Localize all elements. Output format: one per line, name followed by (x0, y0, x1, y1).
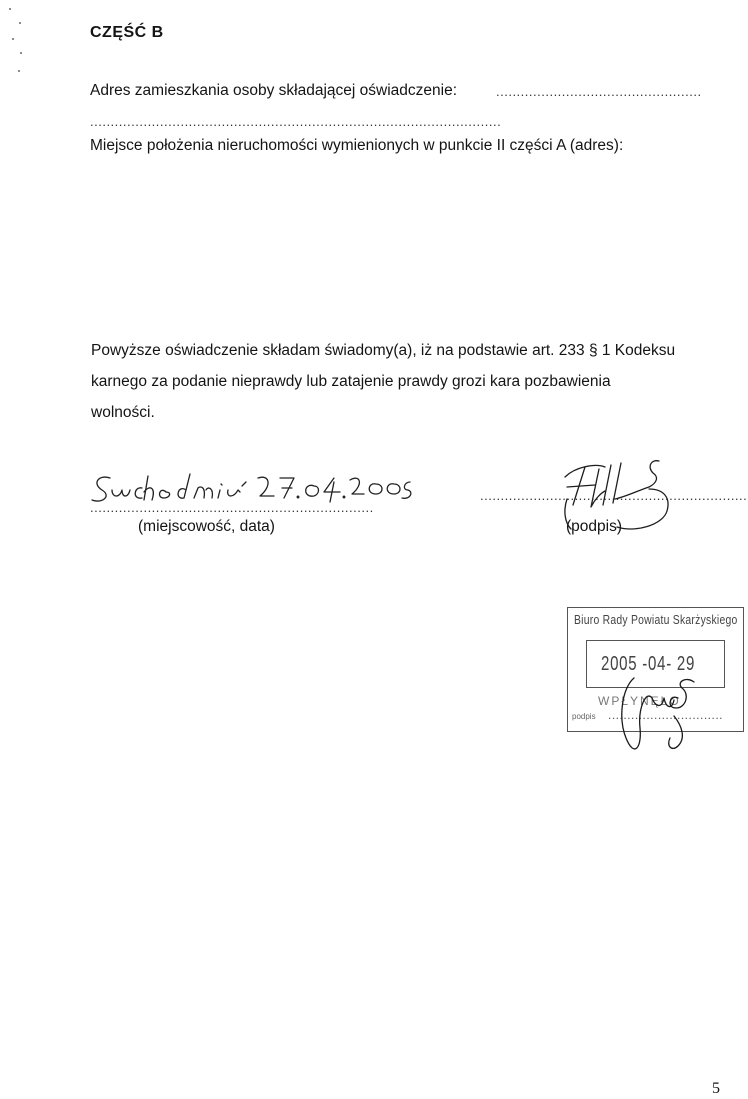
scan-speck (9, 8, 11, 10)
place-date-dots: ..................................................................... (90, 500, 374, 515)
page-number: 5 (712, 1080, 720, 1097)
declaration-line: Powyższe oświadczenie składam świadomy(a), iż na podstawie art. 233 § 1 Kodeksu (91, 342, 676, 359)
stamp-handwritten-signature (612, 668, 702, 763)
stamp-office-name: Biuro Rady Powiatu Skarżyskiego (574, 612, 738, 627)
scan-speck (20, 52, 22, 54)
stamp-received-label: WPŁYNĘŁO (598, 694, 681, 708)
place-date-caption: (miejscowość, data) (138, 518, 275, 535)
address-label: Adres zamieszkania osoby składającej oświadczenie: (90, 82, 458, 99)
signature-caption: (podpis) (566, 518, 622, 535)
scan-speck (18, 70, 20, 72)
declaration-line: wolności. (91, 404, 155, 421)
stamp-signature-label: podpis (572, 712, 596, 721)
scan-speck (19, 22, 21, 24)
stamp-signature-dots: .............................. (608, 708, 724, 722)
handwritten-signature (555, 455, 685, 545)
declaration-line: karnego za podanie nieprawdy lub zatajenie prawdy grozi kara pozbawienia (91, 373, 611, 390)
signature-dots: ................................................................. (480, 488, 748, 503)
address-dots-line-2: .................................................................................................... (90, 114, 502, 129)
declaration-paragraph (91, 335, 731, 428)
stamp-date: 2005 -04- 29 (601, 653, 696, 675)
address-dots: .................................................. (496, 84, 702, 99)
property-location-label: Miejsce położenia nieruchomości wymienionych w punkcie II części A (adres): (90, 137, 624, 154)
scan-speck (12, 38, 14, 40)
section-title: CZĘŚĆ B (90, 24, 164, 41)
